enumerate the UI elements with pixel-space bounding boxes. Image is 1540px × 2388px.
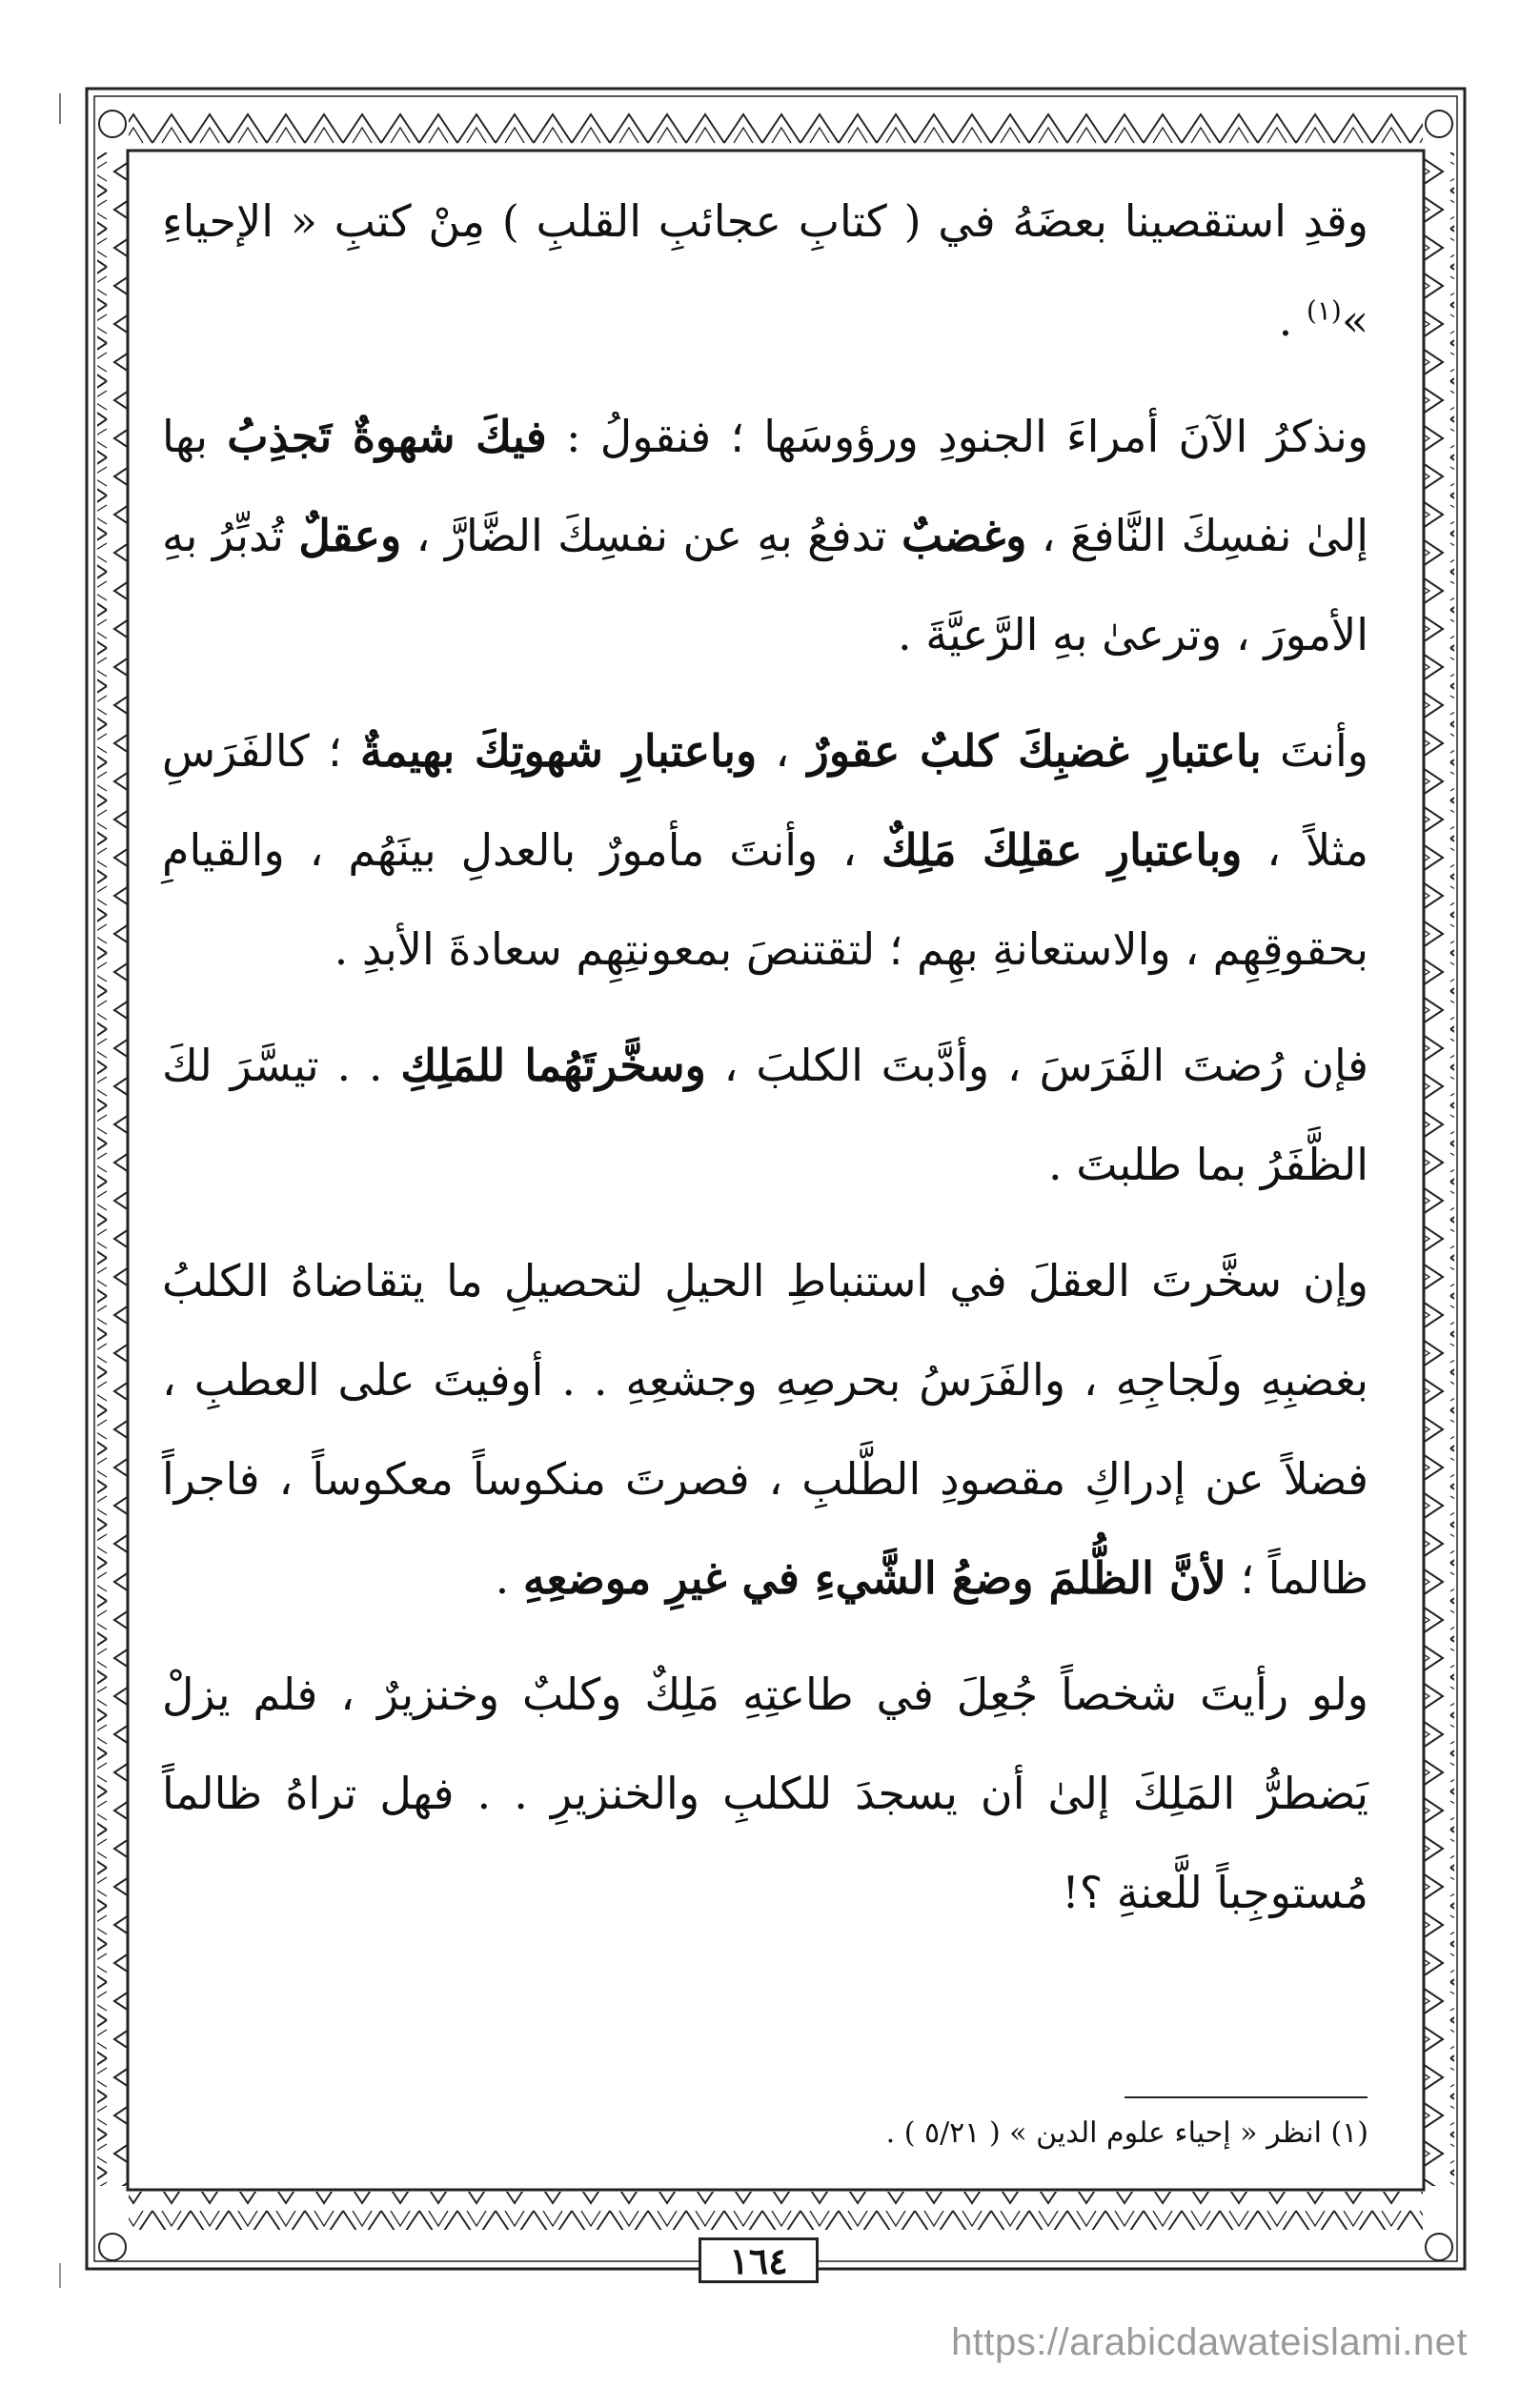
text-run: بها إلىٰ نفسِكَ النَّافعَ ،: [162, 411, 1369, 561]
paragraph: [162, 701, 1368, 999]
text-run: وأنتَ: [1261, 725, 1368, 777]
bold-text-run: لأنَّ الظُّلمَ وضعُ الشَّيءِ في غيرِ موضعِهِ: [522, 1552, 1226, 1604]
paragraph: [162, 1016, 1368, 1214]
bold-text-run: وسخَّرتَهُما للمَلِكِ: [400, 1040, 706, 1091]
page-number-label: ١٦٤: [729, 2238, 788, 2282]
watermark-url: https://arabicdawateislami.net: [951, 2321, 1468, 2363]
text-run: ولو رأيتَ شخصاً جُعِلَ في طاعتِهِ مَلِكٌ وكلبٌ وخنزيرٌ ، فلم يزلْ يَضطرُّ المَلِكَ إلىٰ أن يسجدَ للكلبِ والخنزيرِ . . فهل تراهُ ظالماً مُستوجِباً للَّعنةِ ؟!: [162, 1669, 1368, 1918]
page-number: [699, 2237, 819, 2283]
bold-text-run: وغضبٌ: [902, 510, 1027, 561]
text-run: ، وأنتَ مأمورٌ بالعدلِ بينَهُم ، والقيامِ بحقوقِهِم ، والاستعانةِ بهِم ؛ لتقتنصَ بمعونتِهِم سعادةَ الأبدِ .: [162, 824, 1368, 975]
paragraph: [162, 387, 1368, 684]
text-run: ونذكرُ الآنَ أمراءَ الجنودِ ورؤوسَها ؛ فنقولُ :: [546, 411, 1368, 462]
bold-text-run: وباعتبارِ عقلِكَ مَلِكٌ: [881, 824, 1243, 876]
text-run: فإن رُضتَ الفَرَسَ ، وأدَّبتَ الكلبَ ،: [705, 1040, 1369, 1091]
text-run: .: [495, 1552, 523, 1604]
bold-text-run: باعتبارِ غضبِكَ كلبٌ عقورٌ: [807, 725, 1262, 777]
page-body: [162, 172, 1368, 1942]
footnote: (١) انظر « إحياء علوم الدين » ( ٥/٢١ ) .: [885, 2116, 1368, 2150]
paragraph: [162, 1645, 1368, 1942]
footnote-reference[interactable]: (١): [1306, 294, 1342, 327]
text-run: ؛ كالفَرَسِ مثلاً ،: [162, 725, 1369, 876]
text-run: .: [1278, 294, 1307, 346]
bold-text-run: وباعتبارِ شهوتِكَ بهيمةٌ: [360, 725, 758, 777]
text-run: وإن سخَّرتَ العقلَ في استنباطِ الحيلِ لتحصيلِ ما يتقاضاهُ الكلبُ بغضبِهِ ولَجاجِهِ ، والفَرَسُ بحرصِهِ وجشعِهِ . . أوفيتَ على العطبِ ، فضلاً عن إدراكِ مقصودِ الطَّلبِ ، فصرتَ منكوساً معكوساً ، فاجراً ظالماً ؛: [162, 1255, 1368, 1604]
text-run: تدفعُ بهِ عن نفسِكَ الضَّارَّ ،: [401, 510, 902, 561]
text-run: ،: [757, 725, 808, 777]
paragraph: [162, 172, 1368, 370]
text-run: تُدبِّرُ بهِ الأمورَ ، وترعىٰ بهِ الرَّعيَّةَ .: [162, 510, 1368, 660]
text-run: وقدِ استقصينا بعضَهُ في ( كتابِ عجائبِ القلبِ ) مِنْ كتبِ « الإحياءِ »: [162, 195, 1368, 346]
bold-text-run: وعقلٌ: [298, 510, 402, 561]
bold-text-run: فيكَ شهوةٌ تَجذِبُ: [227, 411, 547, 462]
text-run: . . تيسَّرَ لكَ الظَّفَرُ بما طلبتَ .: [162, 1040, 1368, 1190]
footnote-divider: [1125, 2096, 1368, 2098]
paragraph: [162, 1231, 1368, 1628]
